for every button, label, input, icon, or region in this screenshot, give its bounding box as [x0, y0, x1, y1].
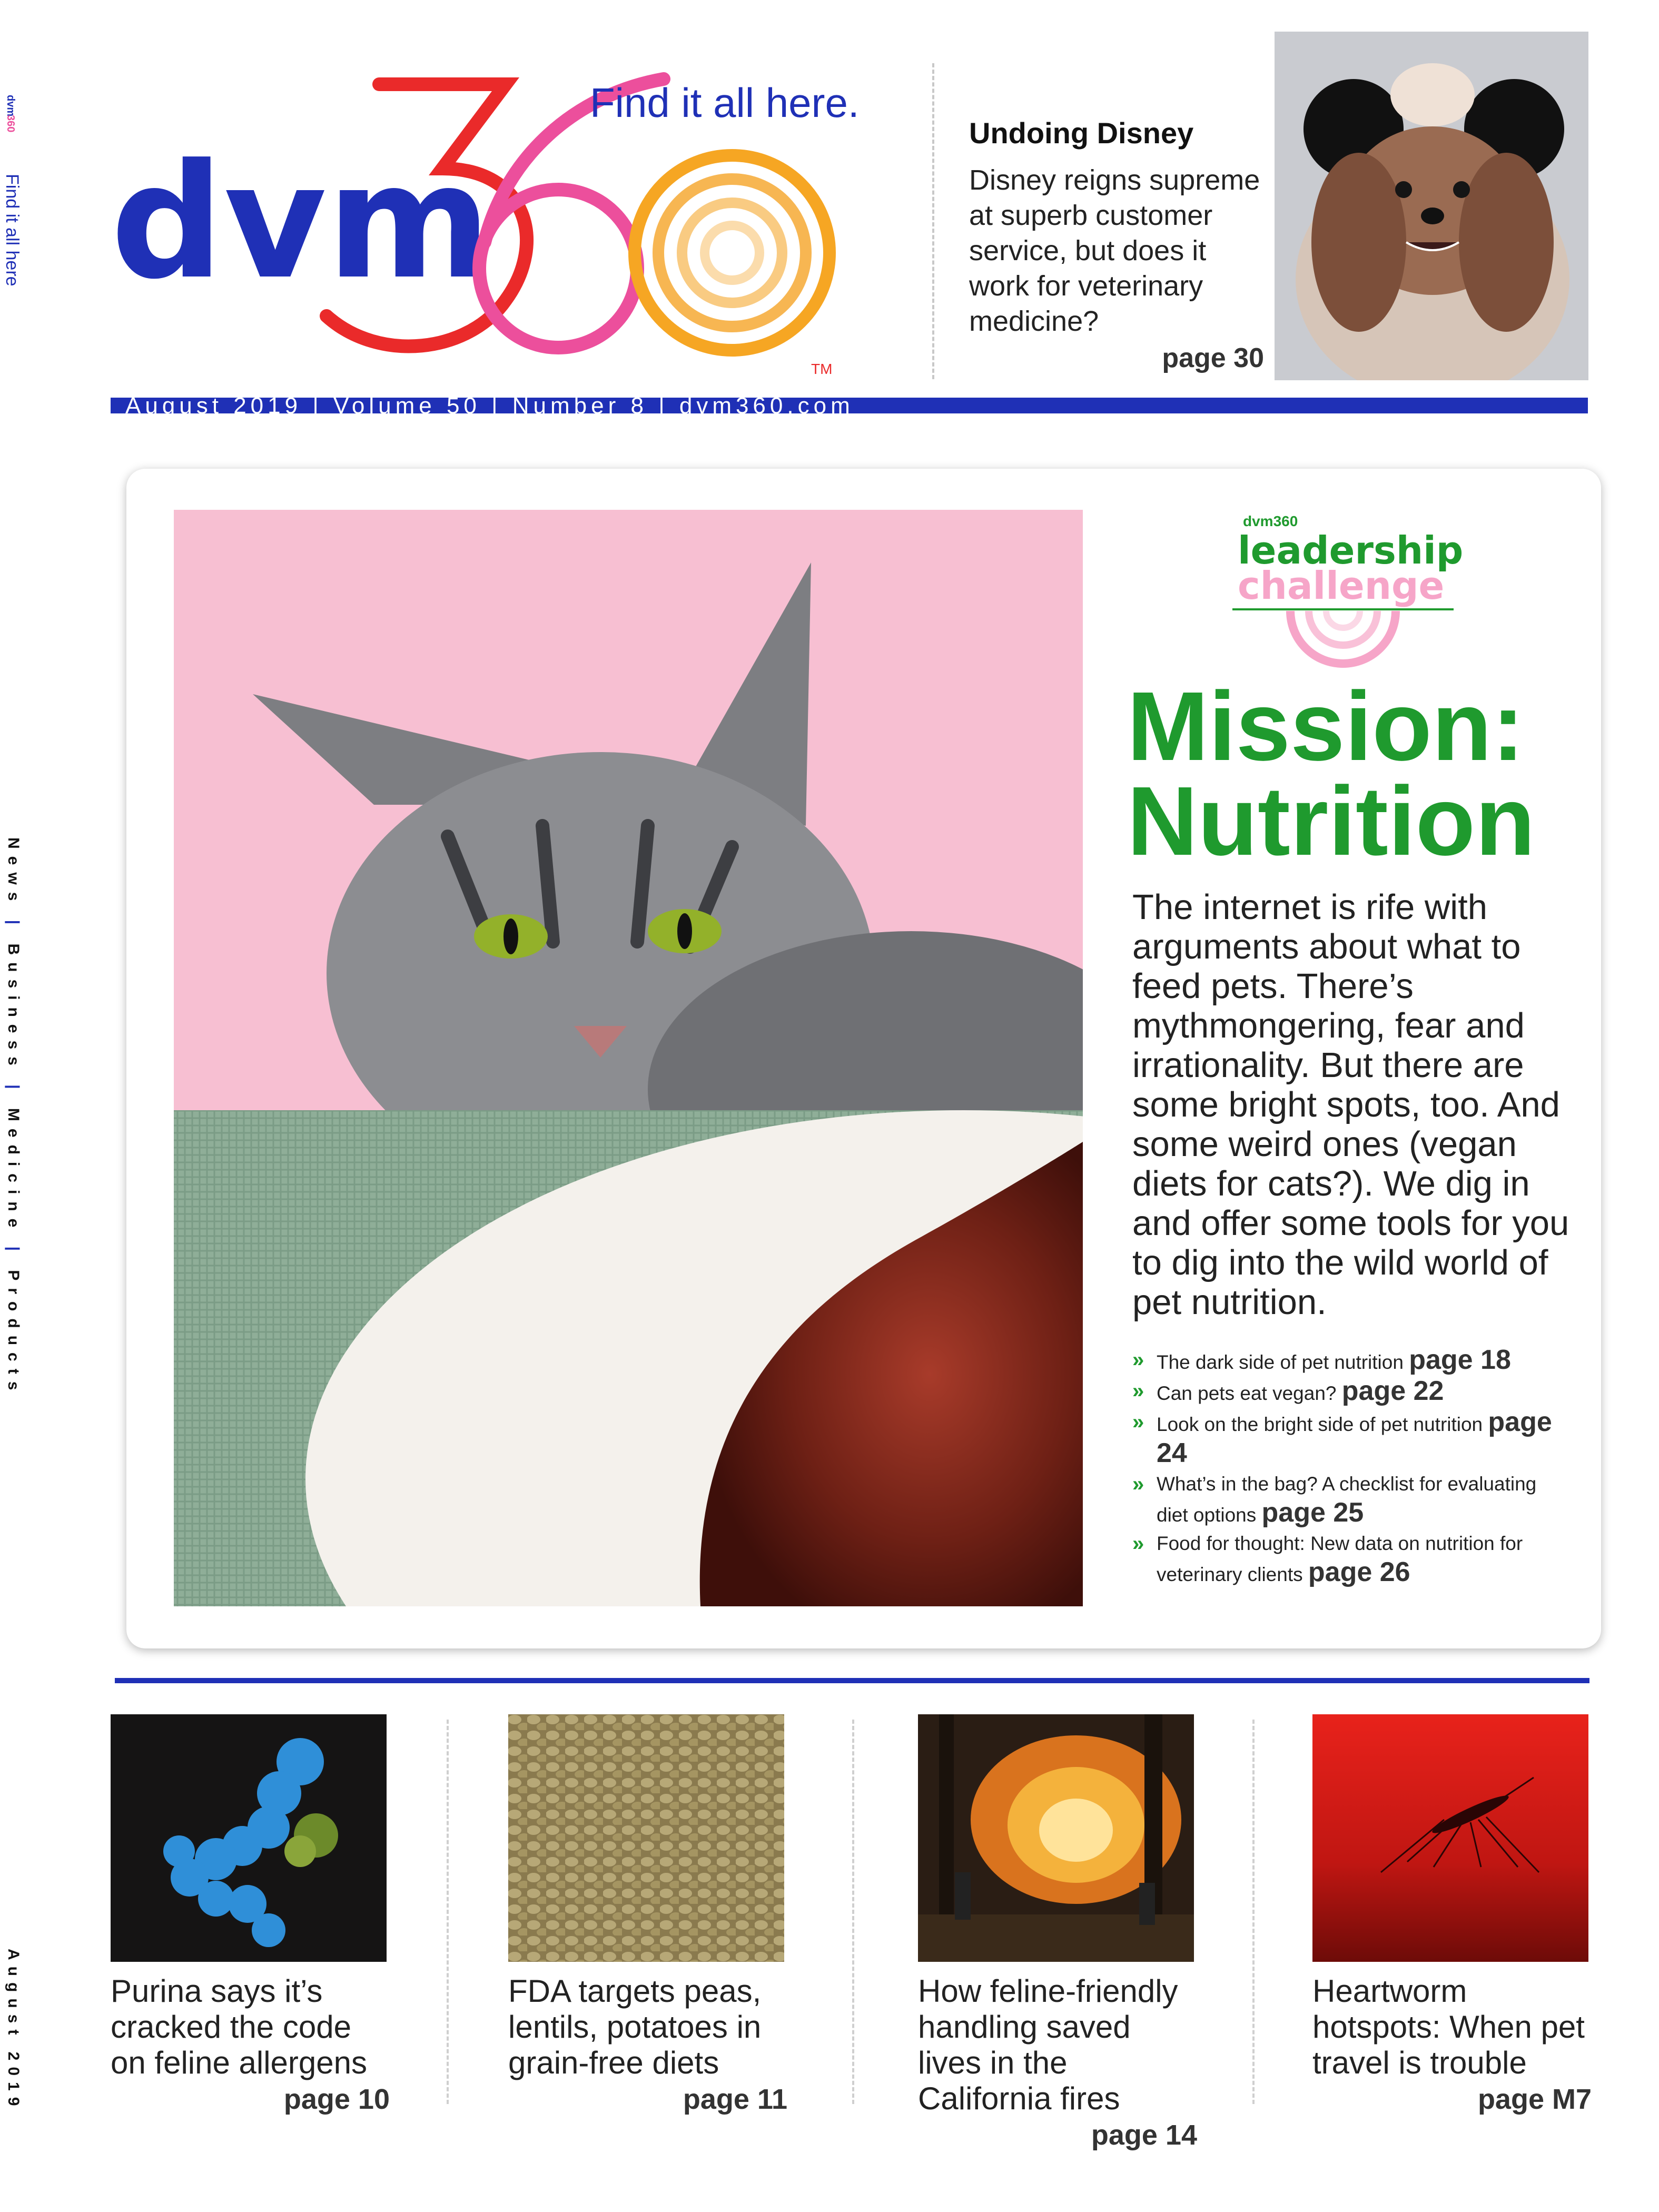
toc-item[interactable]: » Can pets eat vegan? page 22: [1132, 1376, 1444, 1406]
svg-text:360: 360: [5, 115, 16, 133]
spine-tagline: Find it all here: [2, 174, 22, 287]
mosquito-image: [1312, 1714, 1588, 1962]
svg-text:dvm360: dvm360: [1243, 513, 1298, 529]
spine-section-news: News: [5, 837, 22, 908]
chevron-right-icon: »: [1132, 1473, 1144, 1496]
chevron-right-icon: »: [1132, 1379, 1144, 1403]
molecule-image: [111, 1714, 387, 1962]
story-fires[interactable]: [918, 1714, 1197, 2151]
story-divider: [852, 1720, 854, 2104]
story-page: page 11: [683, 2083, 787, 2115]
fire-image: [918, 1714, 1194, 1962]
issue-info-bar: [111, 393, 1588, 419]
chevron-right-icon: »: [1132, 1532, 1144, 1555]
feature-toc: [1132, 1346, 1569, 1589]
story-page: page 10: [283, 2083, 390, 2115]
issue-info-text: August 2019 | Volume 50 | Number 8 | dvm360.com: [125, 393, 854, 419]
story-divider: [447, 1720, 449, 2104]
story-page: page M7: [1477, 2083, 1592, 2115]
spine-logo: [3, 95, 21, 137]
leadership-challenge-logo: [1232, 508, 1464, 677]
toc-item[interactable]: » The dark side of pet nutrition page 18: [1132, 1345, 1511, 1375]
section-rule: [115, 1678, 1589, 1683]
toc-item[interactable]: » Food for thought: New data on nutrition for veterinary clients page 26: [1132, 1529, 1569, 1589]
chevron-right-icon: »: [1132, 1348, 1144, 1371]
teaser-title: Undoing Disney: [969, 116, 1194, 150]
cat-food-photo: [174, 510, 1083, 1606]
teaser-page: page 30: [1162, 343, 1264, 373]
spine-section-products: Products: [5, 1270, 22, 1398]
toc-item[interactable]: » Look on the bright side of pet nutrition page 24: [1132, 1407, 1552, 1468]
disney-teaser[interactable]: [969, 116, 1264, 374]
dog-photo: [1275, 32, 1588, 380]
spine-date: August 2019: [5, 1949, 22, 2112]
story-title: How feline-friendly handling saved lives in the California fires: [918, 1973, 1178, 2116]
svg-text:TM: TM: [811, 361, 833, 377]
teaser-divider: [932, 63, 934, 379]
spine-section-business: Business: [5, 943, 22, 1073]
story-title: FDA targets peas, lentils, potatoes in grain-free diets: [508, 1973, 762, 2080]
story-fda[interactable]: [508, 1714, 787, 2116]
spine-section-medicine: Medicine: [5, 1108, 22, 1235]
masthead-tagline: Find it all here.: [590, 80, 860, 126]
toc-item[interactable]: » What’s in the bag? A checklist for evaluating diet options page 25: [1132, 1470, 1569, 1529]
teaser-body: Disney reigns supreme at superb customer service, but does it work for veterinary medicine?: [969, 164, 1260, 337]
story-title: Heartworm hotspots: When pet travel is trouble: [1312, 1973, 1585, 2080]
story-heartworm[interactable]: [1312, 1714, 1592, 2116]
spine-sections: News | Business | Medicine | Products: [5, 837, 22, 1398]
chevron-right-icon: »: [1132, 1410, 1144, 1434]
wordmark-dvm: dvm: [111, 130, 491, 314]
feature-headline: Mission: Nutrition: [1127, 672, 1535, 876]
svg-text:dvm: dvm: [5, 95, 16, 117]
svg-text:leadership: leadership: [1238, 528, 1464, 572]
story-title: Purina says it’s cracked the code on feline allergens: [111, 1973, 368, 2080]
lentils-image: [508, 1714, 784, 1962]
svg-text:challenge: challenge: [1238, 564, 1445, 608]
story-page: page 14: [1091, 2119, 1197, 2151]
story-divider: [1252, 1720, 1255, 2104]
story-purina[interactable]: [111, 1714, 390, 2116]
feature-dek: The internet is rife with arguments about what to feed pets. There’s mythmongering, fear and irrationality. But there are some bright spots, too. And some weird ones (vegan diets for cats?). We dig in and offer some tools for you to dig into the wild world of pet nutrition.: [1132, 887, 1569, 1322]
